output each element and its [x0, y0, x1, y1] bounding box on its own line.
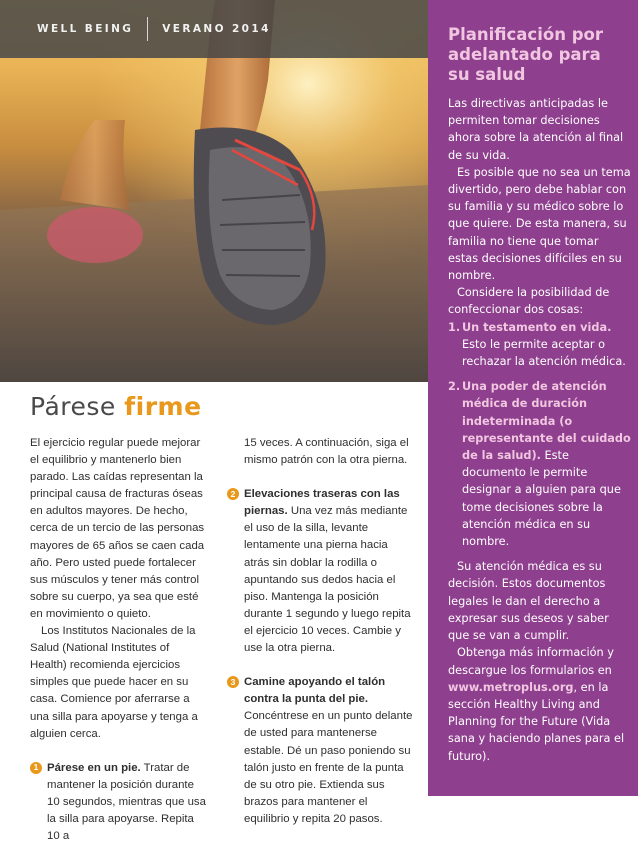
step-3-number-badge: 3: [227, 676, 239, 688]
step-2-number-badge: 2: [227, 488, 239, 500]
sidebar-list-item-1: [448, 319, 631, 371]
sidebar-list-title-1: Un testamento en vida.: [462, 320, 612, 334]
article-title-accent: firme: [124, 392, 202, 421]
nih-paragraph: Los Institutos Nacionales de la Salud (National Institutes of Health) recomienda ejercicios simples que puede hacer en su casa. Comience por aferrarse a una silla para apoyarse y tenga a alguien cerca.: [30, 625, 198, 740]
step-1-continued: [227, 435, 413, 469]
sidebar-list-number-2: 2.: [448, 380, 461, 394]
sidebar-paragraph-1: Las directivas anticipadas le permiten tomar decisiones ahora sobre la atención al final de su vida.: [448, 97, 624, 162]
article-column-1: [30, 435, 208, 845]
hero-photo: [0, 0, 428, 382]
sidebar-list-text-1: Esto le permite aceptar o rechazar la atención médica.: [462, 337, 626, 369]
step-2: [227, 486, 413, 657]
advance-planning-sidebar: [428, 0, 638, 796]
article-column-2: [227, 435, 413, 828]
sidebar-paragraph-4: Su atención médica es su decisión. Estos documentos legales le dan el derecho a expresar sus deseos y saber que se van a cumplir.: [448, 560, 609, 643]
article-title-main: Párese: [30, 392, 116, 421]
metroplus-link[interactable]: www.metroplus.org: [448, 680, 574, 694]
sidebar-list-text-2: Este documento le permite designar a alguien para que tome decisiones sobre la atención médica en su nombre.: [462, 449, 621, 549]
step-2-title: Elevaciones traseras con las piernas.: [244, 488, 400, 518]
sidebar-title: Planificación por adelantado para su salud: [448, 25, 603, 84]
step-1-title: Párese en un pie.: [47, 761, 141, 774]
intro-paragraph: El ejercicio regular puede mejorar el equilibrio y mantenerlo bien parado. Las caídas representan la principal causa de fracturas óseas en adultos mayores. De hecho, cerca de un tercio de las personas mayores de 65 años se caen cada año. Pero usted puede fortalecer sus músculos y tener más control sobre su cuerpo, ya sea que esté en movimiento o quieto.: [30, 437, 205, 620]
sidebar-list-number-1: 1.: [448, 320, 461, 334]
sidebar-list-item-2: [448, 378, 631, 550]
step-3-text: Concéntrese en un punto delante de usted para mantenerse estable. Dé un paso poniendo su talón justo en frente de la punta de su otro pie. Extienda sus brazos para mantener el equilibrio y repita 20 pasos.: [244, 710, 413, 825]
step-3-title: Camine apoyando el talón contra la punta del pie.: [244, 676, 386, 706]
sidebar-body: [448, 95, 631, 765]
step-3: [227, 674, 413, 828]
sidebar-list-title-2: Una poder de atención médica de duración indeterminada (o representante del cuidado de la salud).: [462, 380, 631, 463]
sidebar-paragraph-3: Considere la posibilidad de confeccionar dos cosas:: [448, 286, 610, 317]
issue-label: VERANO 2014: [162, 23, 271, 35]
step-1-text-continued: 15 veces. A continuación, siga el mismo patrón con la otra pierna.: [244, 437, 409, 467]
step-1: [30, 760, 208, 845]
section-label: WELL BEING: [37, 23, 134, 35]
masthead-divider: [147, 17, 148, 41]
step-1-text: Tratar de mantener la posición durante 10 segundos, mientras que usa la silla para apoyarse. Repita 10 a: [47, 761, 206, 843]
step-2-text: Una vez más mediante el uso de la silla, levante lentamente una pierna hacia atrás sin doblar la rodilla o apuntando sus dedos hacia el piso. Mantenga la posición durante 1 segundo y luego repita el ejercicio 10 veces. Cambie y use la otra pierna.: [244, 505, 411, 655]
article-title: [30, 392, 202, 421]
sidebar-paragraph-5-end: , en la sección Healthy Living and Planning for the Future (Vida sana y haciendo planes para el futuro).: [448, 680, 625, 763]
sidebar-paragraph-5: [448, 644, 631, 764]
masthead-bar: [0, 0, 428, 58]
sidebar-paragraph-2: Es posible que no sea un tema divertido, pero debe hablar con su familia y su médico sobre lo que quiere. De esta manera, su familia no tiene que tomar estas decisiones difíciles en su nombre.: [448, 165, 631, 283]
step-1-number-badge: 1: [30, 762, 42, 774]
sidebar-paragraph-5-text: Obtenga más información y descargue los formularios en: [448, 646, 614, 677]
